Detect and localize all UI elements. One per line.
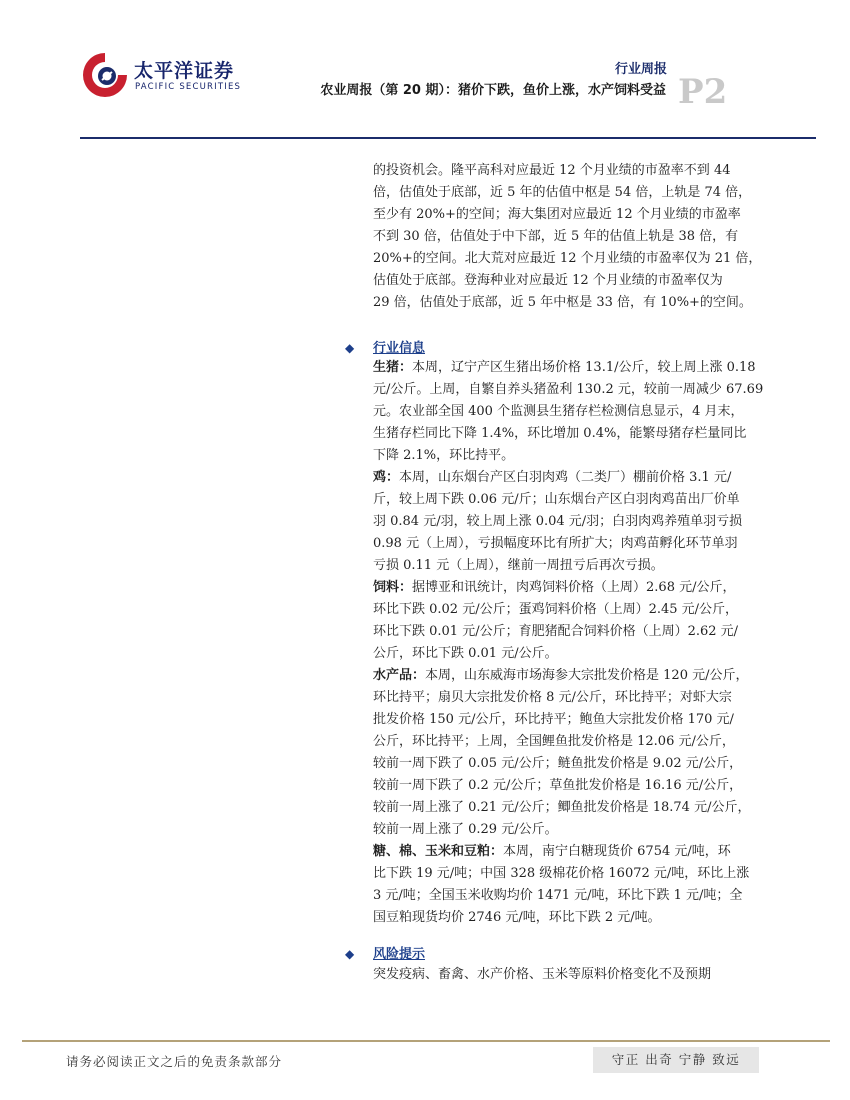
intro-line: 至少有 20%+的空间；海大集团对应最近 12 个月业绩的市盈率 xyxy=(373,207,741,222)
intro-line: 估值处于底部。登海种业对应最近 12 个月业绩的市盈率仅为 xyxy=(373,273,723,288)
paragraph-line: 0.98 元（上周），亏损幅度环比有所扩大；肉鸡苗孵化环节单羽 xyxy=(373,536,738,551)
paragraph-first-line xyxy=(373,357,773,379)
paragraph-line: 元/公斤。上周，自繁自养头猪盈利 130.2 元，较前一周减少 67.69 xyxy=(373,382,764,397)
diamond-bullet-icon: ◆ xyxy=(345,947,355,961)
paragraph-first-line xyxy=(373,577,773,599)
paragraph-line-text: 本周，山东威海市场海参大宗批发价格是 120 元/公斤， xyxy=(425,668,749,683)
intro-line: 20%+的空间。北大荒对应最近 12 个月业绩的市盈率仅为 21 倍， xyxy=(373,251,762,266)
page-header xyxy=(0,0,850,140)
paragraph-line: 公斤，环比下跌 0.01 元/公斤。 xyxy=(373,646,558,661)
paragraph-lead: 鸡： xyxy=(373,470,400,485)
risk-text: 突发疫病、畜禽、水产价格、玉米等原料价格变化不及预期 xyxy=(373,967,712,982)
industry-paragraph xyxy=(373,467,773,577)
risk-body xyxy=(373,964,773,986)
paragraph-line: 较前一周下跌了 0.2 元/公斤；草鱼批发价格是 16.16 元/公斤， xyxy=(373,778,743,793)
intro-line: 倍，估值处于底部，近 5 年的估值中枢是 54 倍，上轨是 74 倍， xyxy=(373,185,752,200)
page-number: P2 xyxy=(678,72,728,112)
paragraph-first-line xyxy=(373,841,773,863)
logo-emblem-icon xyxy=(80,50,130,100)
footer-disclaimer: 请务必阅读正文之后的免责条款部分 xyxy=(66,1054,283,1069)
paragraph-line: 较前一周上涨了 0.29 元/公斤。 xyxy=(373,822,558,837)
paragraph-line-text: 本周，山东烟台产区白羽肉鸡（二类厂）棚前价格 3.1 元/ xyxy=(399,470,732,485)
paragraph-line: 3 元/吨；全国玉米收购均价 1471 元/吨，环比下跌 1 元/吨；全 xyxy=(373,888,743,903)
paragraph-line: 环比下跌 0.02 元/公斤；蛋鸡饲料价格（上周）2.45 元/公斤， xyxy=(373,602,739,617)
paragraph-line: 环比持平；扇贝大宗批发价格 8 元/公斤，环比持平；对虾大宗 xyxy=(373,690,732,705)
paragraph-line: 批发价格 150 元/公斤，环比持平；鲍鱼大宗批发价格 170 元/ xyxy=(373,712,734,727)
paragraph-line: 下降 2.1%，环比持平。 xyxy=(373,448,515,463)
paragraph-lead: 饲料： xyxy=(373,580,413,595)
paragraph-line-text: 本周，辽宁产区生猪出场价格 13.1/公斤，较上周上涨 0.18 xyxy=(412,360,756,375)
industry-paragraph xyxy=(373,577,773,665)
paragraph-lead: 糖、棉、玉米和豆粕： xyxy=(373,844,504,859)
logo-chinese-name: 太平洋证券 xyxy=(134,60,235,82)
industry-info-heading xyxy=(345,337,425,356)
paragraph-line: 元。农业部全国 400 个监测县生猪存栏检测信息显示，4 月末， xyxy=(373,404,744,419)
industry-paragraph xyxy=(373,841,773,929)
paragraph-line: 较前一周上涨了 0.21 元/公斤；鲫鱼批发价格是 18.74 元/公斤， xyxy=(373,800,751,815)
report-type-label: 行业周报 xyxy=(614,62,667,77)
risk-heading xyxy=(345,943,425,962)
paragraph-line: 比下跌 19 元/吨；中国 328 级棉花价格 16072 元/吨，环比上涨 xyxy=(373,866,750,881)
paragraph-line: 生猪存栏同比下降 1.4%，环比增加 0.4%，能繁母猪存栏量同比 xyxy=(373,426,747,441)
paragraph-line: 环比下跌 0.01 元/公斤；育肥猪配合饲料价格（上周）2.62 元/ xyxy=(373,624,739,639)
paragraph-line: 国豆粕现货均价 2746 元/吨，环比下跌 2 元/吨。 xyxy=(373,910,661,925)
industry-paragraph xyxy=(373,357,773,467)
paragraph-first-line xyxy=(373,467,773,489)
paragraph-line: 羽 0.84 元/羽，较上周上涨 0.04 元/羽；白羽肉鸡养殖单羽亏损 xyxy=(373,514,743,529)
paragraph-line: 公斤，环比持平；上周，全国鲤鱼批发价格是 12.06 元/公斤， xyxy=(373,734,735,749)
industry-paragraph xyxy=(373,665,773,841)
industry-info-body xyxy=(373,357,773,929)
pacific-securities-logo xyxy=(80,50,245,102)
intro-line: 不到 30 倍，估值处于中下部，近 5 年的估值上轨是 38 倍，有 xyxy=(373,229,739,244)
footer-divider xyxy=(22,1040,830,1042)
paragraph-line: 亏损 0.11 元（上周），继前一周扭亏后再次亏损。 xyxy=(373,558,664,573)
intro-line: 的投资机会。隆平高科对应最近 12 个月业绩的市盈率不到 44 xyxy=(373,163,731,178)
intro-line: 29 倍，估值处于底部，近 5 年中枢是 33 倍，有 10%+的空间。 xyxy=(373,295,752,310)
paragraph-lead: 生猪： xyxy=(373,360,413,375)
paragraph-first-line xyxy=(373,665,773,687)
paragraph-line: 斤，较上周下跌 0.06 元/斤；山东烟台产区白羽肉鸡苗出厂价单 xyxy=(373,492,740,507)
diamond-bullet-icon: ◆ xyxy=(345,341,355,355)
industry-info-title: 行业信息 xyxy=(373,341,426,356)
paragraph-line-text: 据博亚和讯统计，肉鸡饲料价格（上周）2.68 元/公斤， xyxy=(412,580,736,595)
footer-motto: 守正 出奇 宁静 致远 xyxy=(593,1047,759,1073)
header-divider xyxy=(80,137,816,139)
report-title: 农业周报（第 20 期）：猪价下跌，鱼价上涨，水产饲料受益 xyxy=(320,83,666,98)
paragraph-line: 较前一周下跌了 0.05 元/公斤；鲢鱼批发价格是 9.02 元/公斤， xyxy=(373,756,743,771)
risk-title: 风险提示 xyxy=(373,947,426,962)
paragraph-lead: 水产品： xyxy=(373,668,426,683)
paragraph-line-text: 本周，南宁白糖现货价 6754 元/吨，环 xyxy=(503,844,731,859)
intro-paragraph xyxy=(373,160,773,314)
logo-english-name: PACIFIC SECURITIES xyxy=(135,82,242,92)
